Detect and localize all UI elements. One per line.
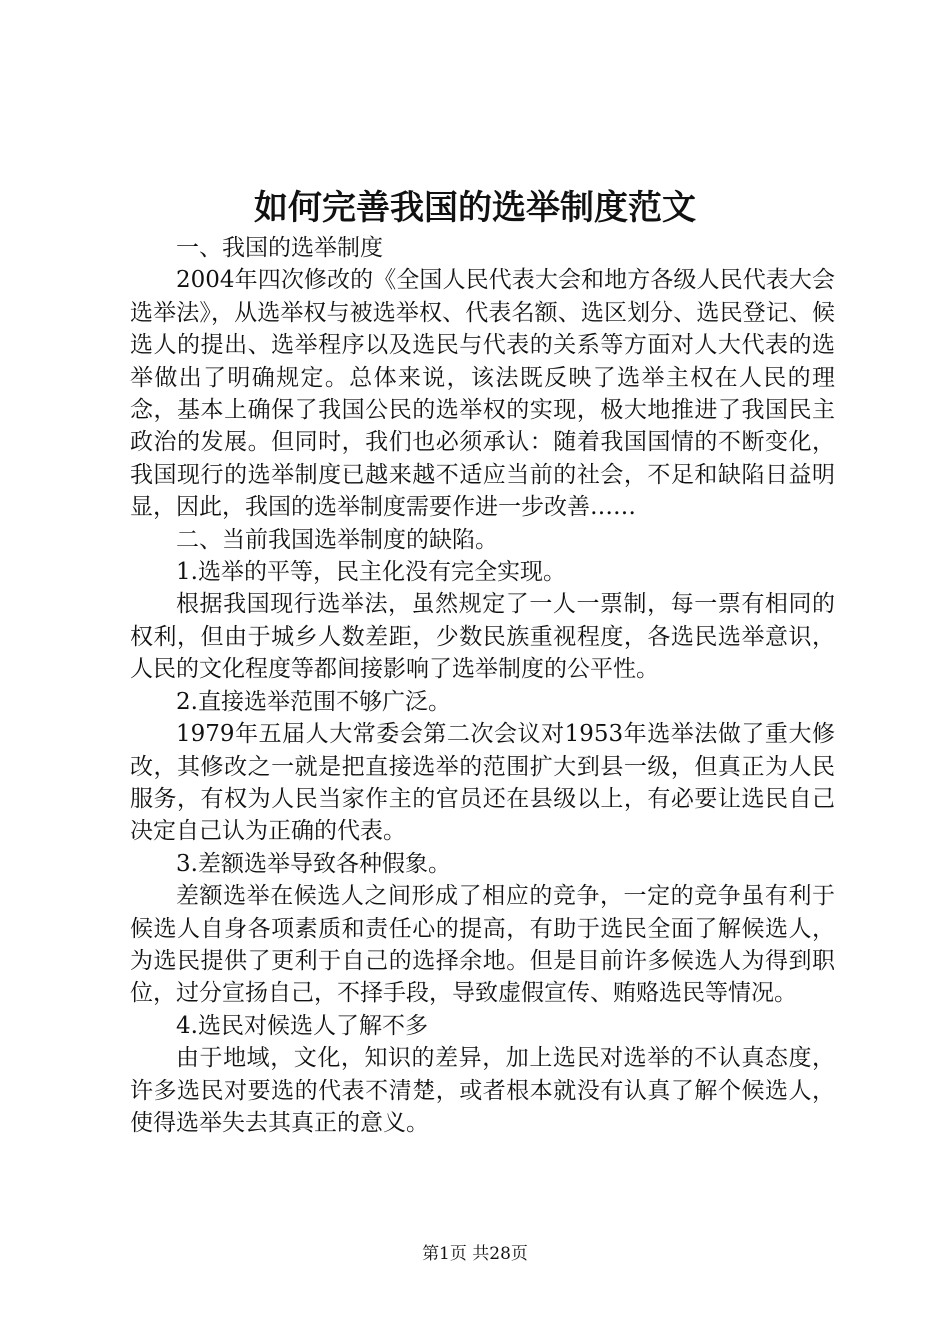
document-body [130,232,835,1139]
body-paragraph: 2004年四次修改的《全国人民代表大会和地方各级人民代表大会选举法》，从选举权与被选举权、代表名额、选区划分、选民登记、候选人的提出、选举程序以及选民与代表的关系等方面对人大代表的选举做出了明确规定。总体来说，该法既反映了选举主权在人民的理念，基本上确保了我国公民的选举权的实现，极大地推进了我国民主政治的发展。但同时，我们也必须承认：随着我国国情的不断变化，我国现行的选举制度已越来越不适应当前的社会，不足和缺陷日益明显，因此，我国的选举制度需要作进一步改善…… [130,267,835,521]
body-paragraph: 根据我国现行选举法，虽然规定了一人一票制，每一票有相同的权利，但由于城乡人数差距，少数民族重视程度，各选民选举意识，人民的文化程度等都间接影响了选举制度的公平性。 [130,591,835,683]
section-heading: 一、我国的选举制度 [176,235,383,261]
subsection-heading: 3.差额选举导致各种假象。 [176,850,451,877]
section-heading: 二、当前我国选举制度的缺陷。 [176,526,498,553]
subsection-heading: 4.选民对候选人了解不多 [176,1012,428,1039]
body-paragraph: 差额选举在候选人之间形成了相应的竞争，一定的竞争虽有利于候选人自身各项素质和责任心的提高，有助于选民全面了解候选人，为选民提供了更利于自己的选择余地。但是目前许多候选人为得到职位，过分宣扬自己，不择手段，导致虚假宣传、贿赂选民等情况。 [130,883,835,1007]
subsection-heading: 2.直接选举范围不够广泛。 [176,688,451,715]
body-paragraph: 由于地域，文化，知识的差异，加上选民对选举的不认真态度，许多选民对要选的代表不清楚，或者根本就没有认真了解个候选人，使得选举失去其真正的意义。 [130,1045,835,1136]
document-title: 如何完善我国的选举制度范文 [254,188,696,228]
page-footer: 第1页 共28页 [422,1244,528,1264]
subsection-heading: 1.选举的平等，民主化没有完全实现。 [176,559,566,586]
body-paragraph: 1979年五届人大常委会第二次会议对1953年选举法做了重大修改，其修改之一就是把直接选举的范围扩大到县一级，但真正为人民服务，有权为人民当家作主的官员还在县级以上，有必要让选民自己决定自己认为正确的代表。 [130,721,835,845]
